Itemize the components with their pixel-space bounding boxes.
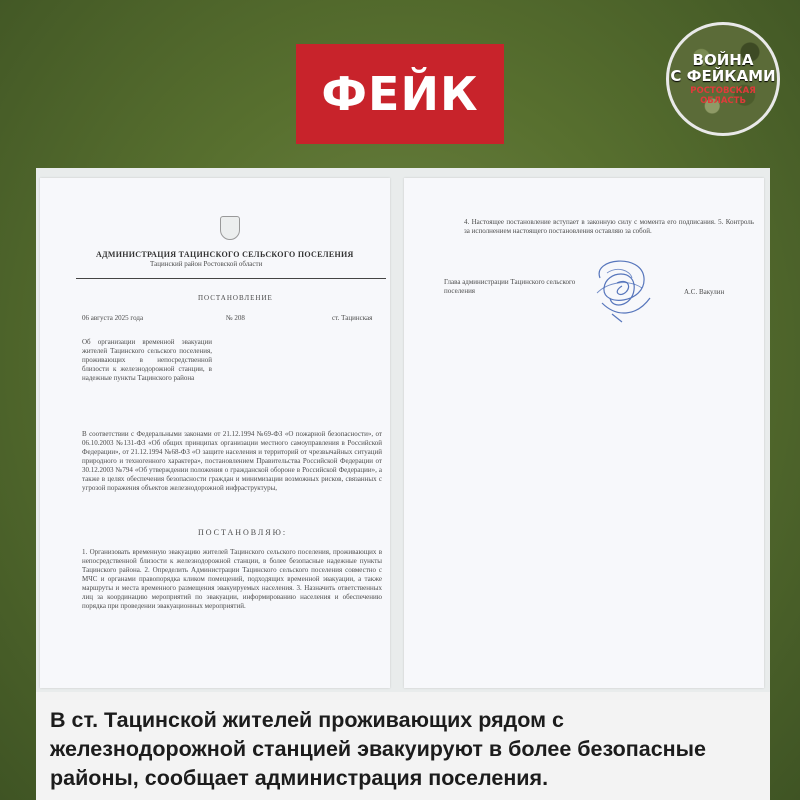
caption-line-2: железнодорожной станцией эвакуируют в более безопасные [50,737,706,761]
doc-header-sub: Тацинский район Ростовской области [150,260,263,268]
doc-subject: Об организации временной эвакуации жителей Тацинского сельского поселения, проживающих в непосредственной близости к железнодорожной станции, в надежные пункты Тацинского района [82,338,212,382]
signatory-title: Глава администрации Тацинского сельского поселения [444,278,576,295]
doc-date: 06 августа 2025 года [82,314,144,322]
caption-box [36,692,770,800]
header-divider [76,278,386,279]
doc-number: № 208 [226,314,245,322]
document-page-right [404,178,764,688]
war-on-fakes-logo [666,22,780,136]
doc-decree-heading: ПОСТАНОВЛЯЮ: [198,528,288,537]
doc-decree-items: 1. Организовать временную эвакуацию жителей Тацинского сельского поселения, проживающих в непосредственной близости к железнодорожной станции, в более безопасные надежные пункты Тацинского района. 2. Определить Администрации Тацинского сельского поселения совместно с МЧС и органами правопорядка кликом помещений, подходящих временной эвакуации, а также маршруты и места временного размещения эвакуируемых населения. 3. Назначить ответственных лиц за координацию мероприятий по эвакуации, информированию населения и обеспечению порядка при проведении эвакуационных мероприятий. [82,548,382,610]
doc-type: ПОСТАНОВЛЕНИЕ [198,294,273,302]
logo-line-3: РОСТОВСКАЯ [690,86,756,96]
doc-preamble: В соответствии с Федеральными законами от 21.12.1994 №69-ФЗ «О пожарной безопасности», от 06.10.2003 №131-ФЗ «Об общих принципах организации местного самоуправления в Российской Федерации», от 21.12.1994 №68-ФЗ «О защите населения и территорий от чрезвычайных ситуаций природного и техногенного характера», постановлением Правительства Российской Федерации от 30.12.2003 №794 «Об утверждении положения о гражданской обороне в Российской Федерации», а также в целях обеспечения безопасности граждан и минимизации возможных рисков, связанных с угрозой поражения объектов железнодорожной инфраструктуры, [82,430,382,492]
logo-line-4: ОБЛАСТЬ [700,96,746,106]
logo-line-1: ВОЙНА [692,51,754,69]
fake-badge: ФЕЙК [296,44,504,144]
signatory-name: А.С. Вакулин [684,288,725,296]
doc-header-title: АДМИНИСТРАЦИЯ ТАЦИНСКОГО СЕЛЬСКОГО ПОСЕЛЕНИЯ [96,250,354,259]
doc-closing-items: 4. Настоящее постановление вступает в законную силу с момента его подписания. 5. Контроль за исполнением настоящего постановления оставляю за собой. [464,218,754,235]
logo-line-2: С ФЕЙКАМИ [670,67,776,85]
caption-line-1: В ст. Тацинской жителей проживающих рядом с [50,708,564,732]
signature-icon [582,248,662,328]
document-image [36,168,770,692]
caption-line-3: районы, сообщает администрация поселения. [50,766,549,790]
document-page-left [40,178,390,688]
doc-place: ст. Тацинская [332,314,373,322]
coat-of-arms-icon [220,216,240,240]
